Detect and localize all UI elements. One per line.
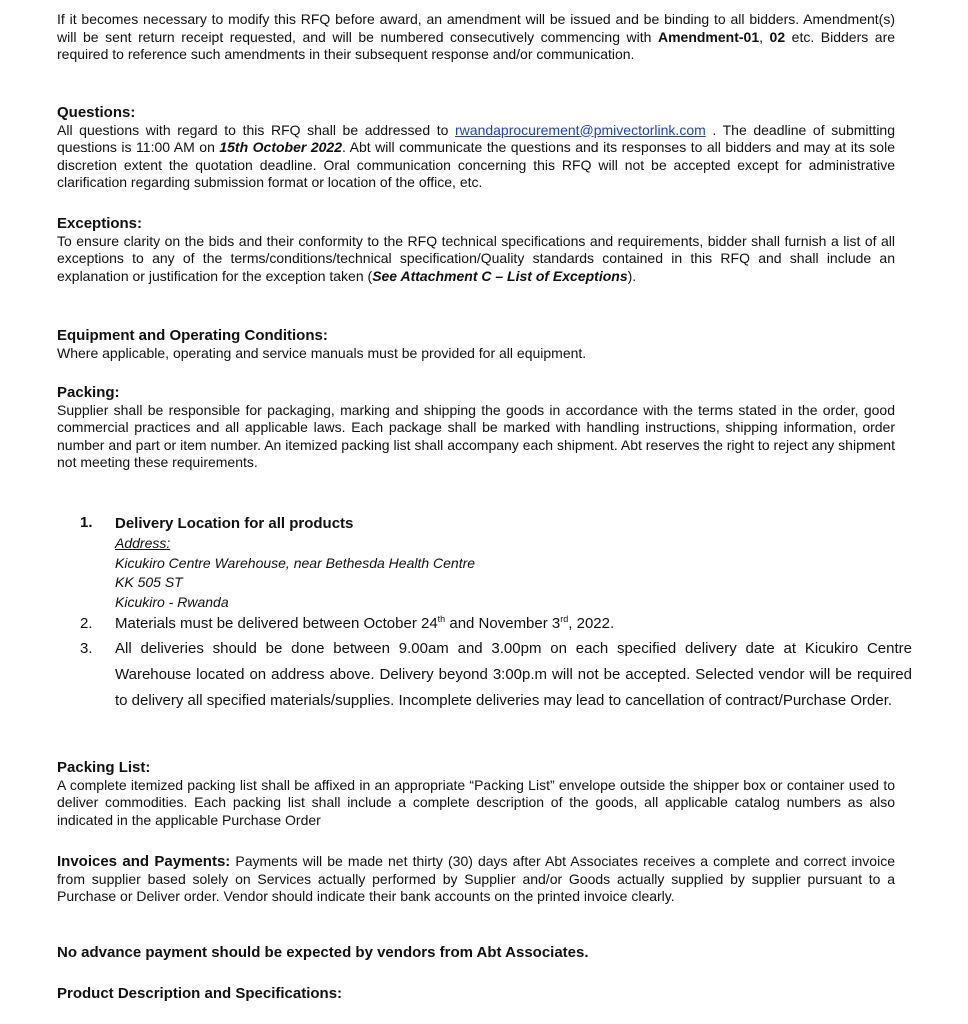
questions-section	[57, 104, 895, 192]
address-label: Address:	[115, 535, 171, 551]
address-line-2: KK 505 ST	[115, 574, 183, 590]
delivery-item-3-text: All deliveries should be done between 9.00am and 3.00pm on each specified delivery date at Kicukiro Centre Warehouse located on address above. Delivery beyond 3:00p.m will not be accepted. Selected vendor will be required to delivery all specified materials/supplies. Incomplete deliveries may lead to cancellation of contract/Purchase Order.	[115, 640, 912, 709]
exceptions-heading: Exceptions:	[57, 215, 143, 232]
procurement-email-link[interactable]: rwandaprocurement@pmivectorlink.com	[455, 121, 706, 138]
packing-list-section	[57, 759, 895, 829]
list-number-1: 1.	[80, 514, 93, 531]
amendment-number-1: Amendment-01	[657, 28, 760, 45]
product-description-heading: Product Description and Specifications:	[57, 985, 343, 1002]
invoices-section	[57, 853, 895, 906]
packing-heading: Packing:	[57, 384, 120, 401]
amendment-paragraph: If it becomes necessary to modify this RFQ before award, an amendment will be issued and be binding to all bidders. Amendment(s) will be sent return receipt requested, and will be numbered consecutively commencing with Amendment-01, 02 etc. Bidders are required to reference such amendments in their subsequent response and/or communication.	[57, 11, 896, 62]
equipment-section	[57, 327, 895, 362]
delivery-item-2: 2. Materials must be delivered between October 24th and November 3rd, 2022.	[80, 612, 912, 636]
equipment-text: Where applicable, operating and service manuals must be provided for all equipment.	[57, 344, 587, 361]
invoices-heading: Invoices and Payments:	[57, 853, 231, 870]
packing-text: Supplier shall be responsible for packaging, marking and shipping the goods in accordance with the terms stated in the order, good commercial practices and all applicable laws. Each package shall be marked with handling instructions, shipping information, order number and part or item number. An itemized packing list shall accompany each shipment. Abt reserves the right to reject any shipment not meeting these requirements.	[57, 401, 895, 470]
no-advance-payment-note: No advance payment should be expected by vendors from Abt Associates.	[57, 944, 589, 961]
list-number-3: 3.	[80, 640, 93, 657]
equipment-heading: Equipment and Operating Conditions:	[57, 327, 328, 344]
address-line-1: Kicukiro Centre Warehouse, near Bethesda Health Centre	[115, 554, 476, 571]
delivery-address	[115, 534, 912, 612]
list-number-2: 2.	[80, 615, 93, 632]
amendment-number-2: 02	[769, 28, 786, 45]
packing-list-text: A complete itemized packing list shall be affixed in an appropriate “Packing List” envelope outside the shipper box or container used to deliver commodities. Each packing list shall include a complete description of the goods, all applicable catalog numbers as also indicated in the applicable Purchase Order	[57, 776, 895, 828]
address-line-3: Kicukiro - Rwanda	[115, 593, 229, 610]
attachment-reference: See Attachment C – List of Exceptions	[372, 267, 628, 284]
exceptions-text: To ensure clarity on the bids and their conformity to the RFQ technical specifications and requirements, bidder shall furnish a list of all exceptions to any of the terms/conditions/technical specification/Quality standards contained in this RFQ and shall include an explanation or justification for the exception taken (See Attachment C – List of Exceptions).	[57, 232, 895, 284]
delivery-item-1	[80, 514, 912, 612]
delivery-item-3	[80, 636, 912, 714]
packing-section	[57, 384, 895, 472]
exceptions-section	[57, 215, 895, 285]
questions-text: All questions with regard to this RFQ shall be addressed to rwandaprocurement@pmivectorlink.com . The deadline of submitting questions is 11:00 AM on 15th October 2022. Abt will communicate the questions and its responses to all bidders and may at its sole discretion extent the quotation deadline. Oral communication concerning this RFQ will not be accepted except for administrative clarification regarding submission format or location of the office, etc.	[57, 121, 895, 190]
delivery-location-title: Delivery Location for all products	[115, 515, 354, 532]
invoices-text: Payments will be made net thirty (30) days after Abt Associates receives a complete and correct invoice from supplier based solely on Services actually performed by Supplier and/or Goods actually supplied by supplier pursuant to a Purchase or Deliver order. Vendor should indicate their bank accounts on the printed invoice clearly.	[57, 853, 895, 904]
questions-deadline-date: 15th October 2022	[219, 139, 342, 155]
packing-list-heading: Packing List:	[57, 759, 151, 776]
delivery-list	[80, 514, 912, 714]
questions-heading: Questions:	[57, 104, 136, 121]
